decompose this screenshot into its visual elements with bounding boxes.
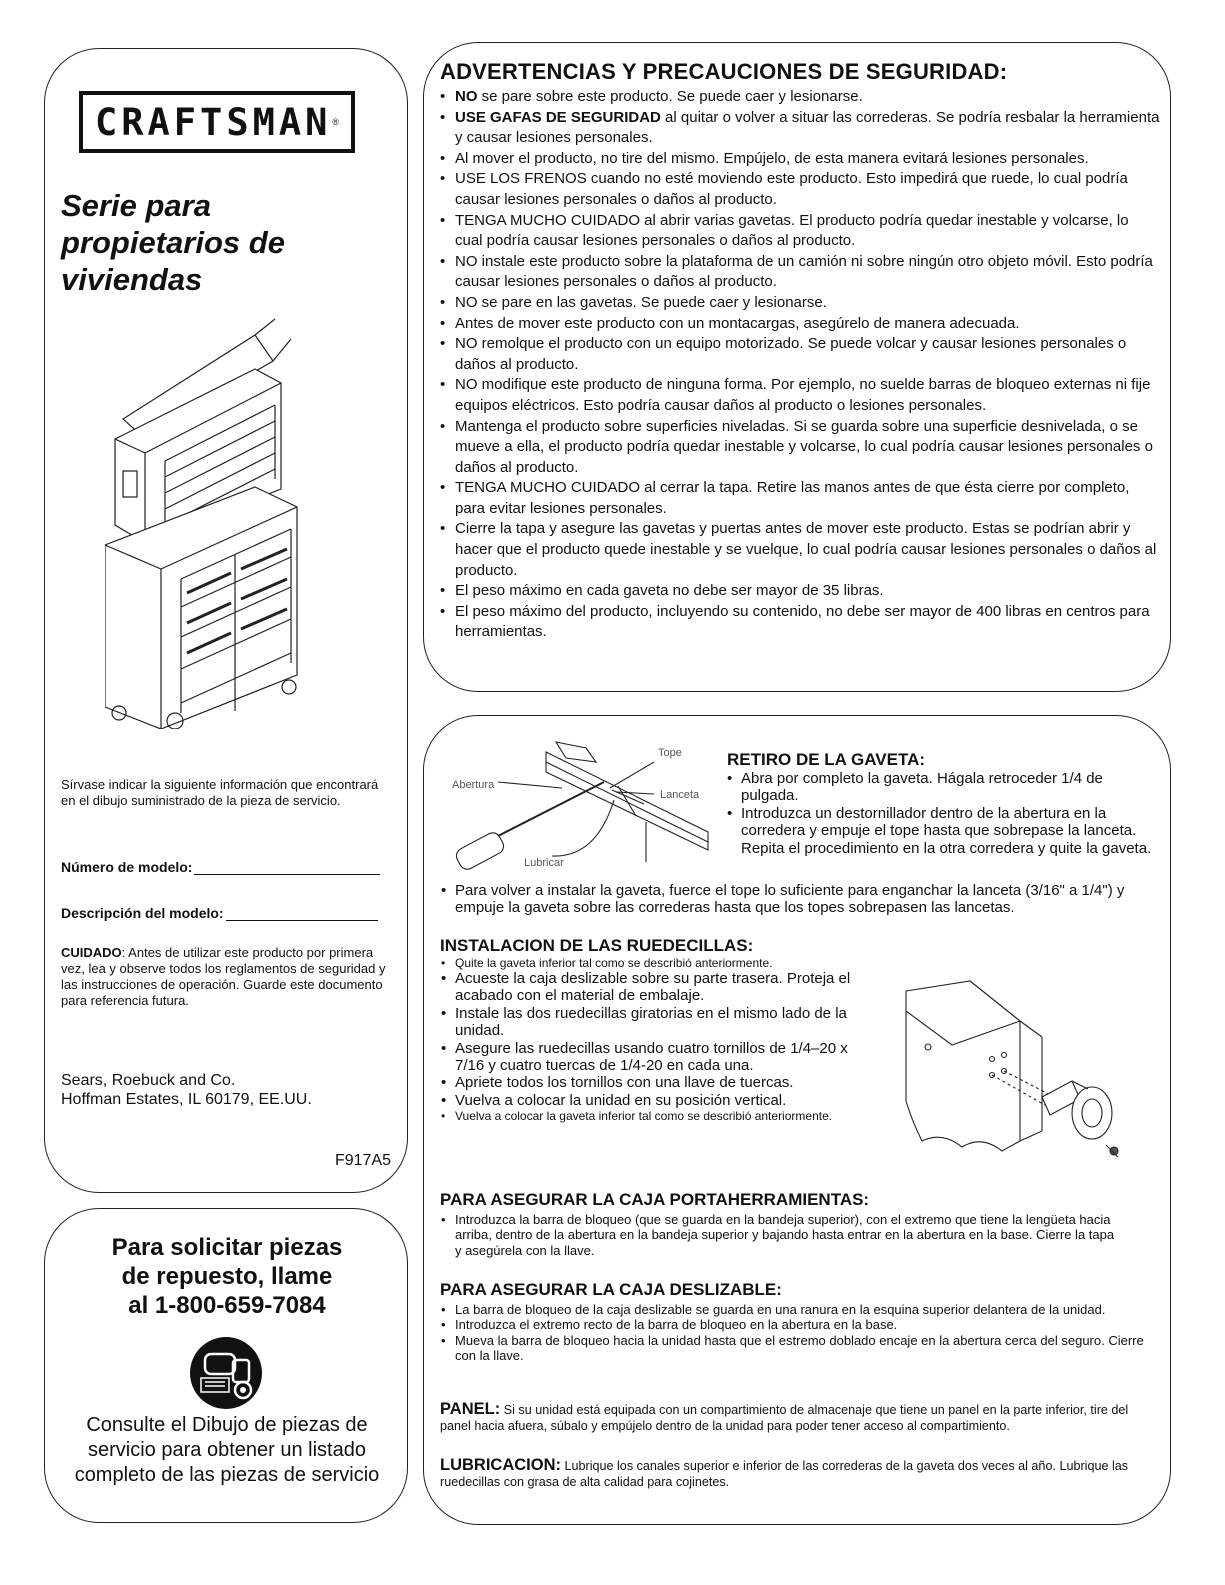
secure-toolbox-steps — [438, 1212, 1118, 1258]
safety-item — [438, 87, 1160, 108]
safety-item-text: Cierre la tapa y asegure las gavetas y puertas antes de mover este producto. Estas se podrían abrir y hacer que el producto quede inestable y se vuelque, lo cual podría causar lesiones personales o daños al producto. — [455, 520, 1157, 579]
registered-mark: ® — [332, 117, 340, 127]
lubrication-note — [440, 1458, 1156, 1490]
label-abertura: Abertura — [452, 779, 495, 791]
label-lubricar: Lubricar — [524, 857, 564, 869]
safety-warnings-panel — [423, 42, 1171, 692]
caster-step: • Vuelva a colocar la gaveta inferior tal como se describió anteriormente. — [438, 1109, 868, 1123]
panel-note-title: PANEL: — [440, 1400, 501, 1418]
safety-item-text: NO instale este producto sobre la plataforma de un camión ni sobre ningún otro objeto móvil. Esto podría causar lesiones personales o daños al producto. — [455, 252, 1153, 291]
model-number-field — [61, 859, 380, 875]
model-description-label: Descripción del modelo: — [61, 905, 224, 921]
secure-rollaway-step: • La barra de bloqueo de la caja deslizable se guarda en una ranura en la esquina superior delantera de la unidad. — [438, 1302, 1160, 1317]
company-location: Hoffman Estates, IL 60179, EE.UU. — [61, 1091, 312, 1108]
drawer-slide-illustration — [436, 732, 716, 882]
model-number-blank — [194, 861, 380, 875]
series-line: propietarios de — [61, 225, 285, 260]
safety-item-text: NO modifique este producto de ninguna forma. Por ejemplo, no suelde barras de bloqueo externas ni fije equipos eléctricos. Esto podría causar daños al producto o lesiones personales. — [455, 376, 1151, 414]
safety-item-text: NO se pare en las gavetas. Se puede caer y lesionarse. — [455, 293, 827, 311]
safety-item-text: Antes de mover este producto con un montacargas, asegúrelo de manera adecuada. — [455, 314, 1020, 332]
label-lanceta: Lanceta — [660, 789, 700, 801]
parts-call-line: Para solicitar piezas — [111, 1234, 343, 1261]
consult-line: servicio para obtener un listado — [88, 1439, 366, 1461]
safety-item — [438, 602, 1160, 643]
safety-item-text: TENGA MUCHO CUIDADO al cerrar la tapa. Retire las manos antes de que ésta cierre por completo, para evitar lesiones personales. — [455, 479, 1130, 517]
caster-step: • Apriete todos los tornillos con una llave de tuercas. — [438, 1074, 868, 1091]
safety-item-lead: USE GAFAS DE SEGURIDAD — [455, 108, 661, 126]
caution-body: : Antes de utilizar este producto por primera vez, lea y observe todos los reglamentos de seguridad y las instrucciones de operación. Guarde este documento para referencia futura. — [61, 945, 386, 1008]
parts-call-line: de repuesto, llame — [121, 1263, 333, 1290]
caster-step: • Quite la gaveta inferior tal como se describió anteriormente. — [438, 956, 868, 970]
safety-item-text: se pare sobre este producto. Se puede caer y lesionarse. — [477, 88, 863, 105]
secure-rollaway-title: PARA ASEGURAR LA CAJA DESLIZABLE: — [440, 1280, 782, 1299]
caster-step: • Instale las dos ruedecillas giratorias en el mismo lado de la unidad. — [438, 1005, 868, 1040]
safety-item-text: USE LOS FRENOS cuando no esté moviendo este producto. Esto impedirá que ruede, lo cual podría causar lesiones personales o daños al producto. — [455, 170, 1128, 208]
caution-label: CUIDADO — [61, 945, 122, 960]
safety-item — [438, 334, 1160, 375]
instructions-panel — [423, 715, 1171, 1525]
series-line: viviendas — [61, 262, 203, 297]
safety-list — [438, 87, 1160, 643]
safety-item — [438, 519, 1160, 581]
safety-item-lead: NO — [455, 88, 478, 105]
secure-rollaway-step: • Mueva la barra de bloqueo hacia la unidad hasta que el estremo doblado encaje en la abertura cerca del seguro. Cierre con la llave. — [438, 1333, 1160, 1364]
safety-item — [438, 581, 1160, 602]
safety-item — [438, 314, 1160, 335]
instructions-text: Sírvase indicar la siguiente información que encontrará en el dibujo suministrado de la pieza de servicio. — [61, 777, 379, 808]
model-number-label: Número de modelo: — [61, 859, 193, 875]
drawer-removal-step: • Para volver a instalar la gaveta, fuerce el tope lo suficiente para enganchar la lanceta (3/16" a 1/4") y empuje la gaveta sobre las correderas hasta que los topes sobrepasen las lancetas. — [438, 882, 1160, 917]
caster-step: • Acueste la caja deslizable sobre su parte trasera. Proteja el acabado con el material de embalaje. — [438, 970, 868, 1005]
caster-install-steps — [438, 956, 868, 1123]
caster-step: • Asegure las ruedecillas usando cuatro tornillos de 1/4–20 x 7/16 y cuatro tuercas de 1/4-20 en cada una. — [438, 1040, 868, 1075]
caster-illustration — [892, 971, 1128, 1171]
drawer-removal-steps — [724, 770, 1156, 857]
caster-step: • Vuelva a colocar la unidad en su posición vertical. — [438, 1092, 868, 1109]
panel-note — [440, 1402, 1156, 1434]
panel-note-body: Si su unidad está equipada con un compartimiento de almacenaje que tiene un panel en la parte inferior, tire del panel hacia afuera, súbalo y empújelo dentro de la unidad para poder tener acceso al compartimiento. — [440, 1403, 1129, 1433]
safety-item — [438, 211, 1160, 252]
safety-item-text: al quitar o volver a situar las correderas. Se podría resbalar la herramienta y causar lesiones personales. — [455, 108, 1160, 147]
model-description-blank — [226, 907, 378, 921]
model-description-field — [61, 905, 378, 921]
caster-install-title: INSTALACION DE LAS RUEDECILLAS: — [440, 936, 754, 955]
label-tope: Tope — [658, 747, 682, 759]
safety-item — [438, 169, 1160, 210]
safety-item-text: Mantenga el producto sobre superficies niveladas. Si se guarda sobre una superficie desnivelada, o se mueve a ella, el producto podría quedar inestable y volcarse, lo cual podría causar lesiones personales o daños al producto. — [455, 417, 1153, 476]
safety-item — [438, 149, 1160, 170]
safety-item — [438, 108, 1160, 149]
craftsman-logo — [79, 91, 355, 153]
safety-item — [438, 252, 1160, 293]
parts-call-text — [45, 1233, 409, 1320]
safety-item-text: El peso máximo en cada gaveta no debe ser mayor de 35 libras. — [455, 582, 884, 600]
parts-call-line: al 1-800-659-7084 — [128, 1292, 326, 1319]
drawer-reinstall-step — [438, 882, 1160, 917]
safety-item — [438, 417, 1160, 479]
caution-text — [61, 945, 399, 1009]
form-code: F917A5 — [334, 1152, 391, 1169]
safety-item-text: NO remolque el producto con un equipo motorizado. Se puede volcar y causar lesiones personales o daños al producto. — [455, 335, 1127, 373]
safety-item — [438, 478, 1160, 519]
secure-rollaway-steps — [438, 1302, 1160, 1364]
lubrication-note-body: Lubrique los canales superior e inferior de las correderas de la gaveta dos veces al año. Lubrique las ruedecillas con grasa de alta calidad para cojinetes. — [440, 1459, 1129, 1489]
series-line: Serie para — [61, 188, 211, 223]
drawer-removal-title: RETIRO DE LA GAVETA: — [727, 750, 926, 769]
telephone-icon — [189, 1336, 263, 1410]
drawer-removal-step: • Abra por completo la gaveta. Hágala retroceder 1/4 de pulgada. — [724, 770, 1156, 805]
logo-text: CRAFTSMAN — [94, 100, 332, 144]
company-name: Sears, Roebuck and Co. — [61, 1072, 236, 1089]
parts-order-panel — [44, 1208, 408, 1523]
drawer-removal-step: • Introduzca un destornillador dentro de la abertura en la corredera y empuje el tope hasta que sobrepase la lanceta. Repita el procedimiento en la otra corredera y quite la gaveta. — [724, 805, 1156, 857]
product-info-panel — [44, 48, 408, 1193]
safety-item — [438, 375, 1160, 416]
safety-item-text: El peso máximo del producto, incluyendo su contenido, no debe ser mayor de 400 libras en centros para herramientas. — [455, 602, 1150, 641]
safety-item-text: Al mover el producto, no tire del mismo. Empújelo, de esta manera evitará lesiones personales. — [455, 149, 1089, 167]
safety-item-text: TENGA MUCHO CUIDADO al abrir varias gavetas. El producto podría quedar inestable y volcarse, lo cual podría causar lesiones personales o daños al producto. — [455, 211, 1129, 250]
secure-rollaway-step: • Introduzca el extremo recto de la barra de bloqueo en la abertura en la base. — [438, 1317, 1160, 1332]
consult-line: Consulte el Dibujo de piezas de — [86, 1414, 368, 1436]
secure-toolbox-step: • Introduzca la barra de bloqueo (que se guarda en la bandeja superior), con el extremo que tiene la lengüeta hacia arriba, dentro de la abertura en la bandeja superior y bajando hasta entrar en la abertura en la base. Cierre la tapa y asegúrela con la llave. — [438, 1212, 1118, 1258]
safety-item — [438, 293, 1160, 314]
tool-chest-illustration — [105, 311, 335, 729]
safety-title: ADVERTENCIAS Y PRECAUCIONES DE SEGURIDAD: — [440, 59, 1008, 84]
series-title — [61, 187, 361, 298]
company-address — [61, 1071, 312, 1109]
consult-text — [45, 1413, 409, 1488]
consult-line: completo de las piezas de servicio — [74, 1464, 380, 1486]
secure-toolbox-title: PARA ASEGURAR LA CAJA PORTAHERRAMIENTAS: — [440, 1190, 870, 1209]
lubrication-note-title: LUBRICACION: — [440, 1456, 561, 1474]
